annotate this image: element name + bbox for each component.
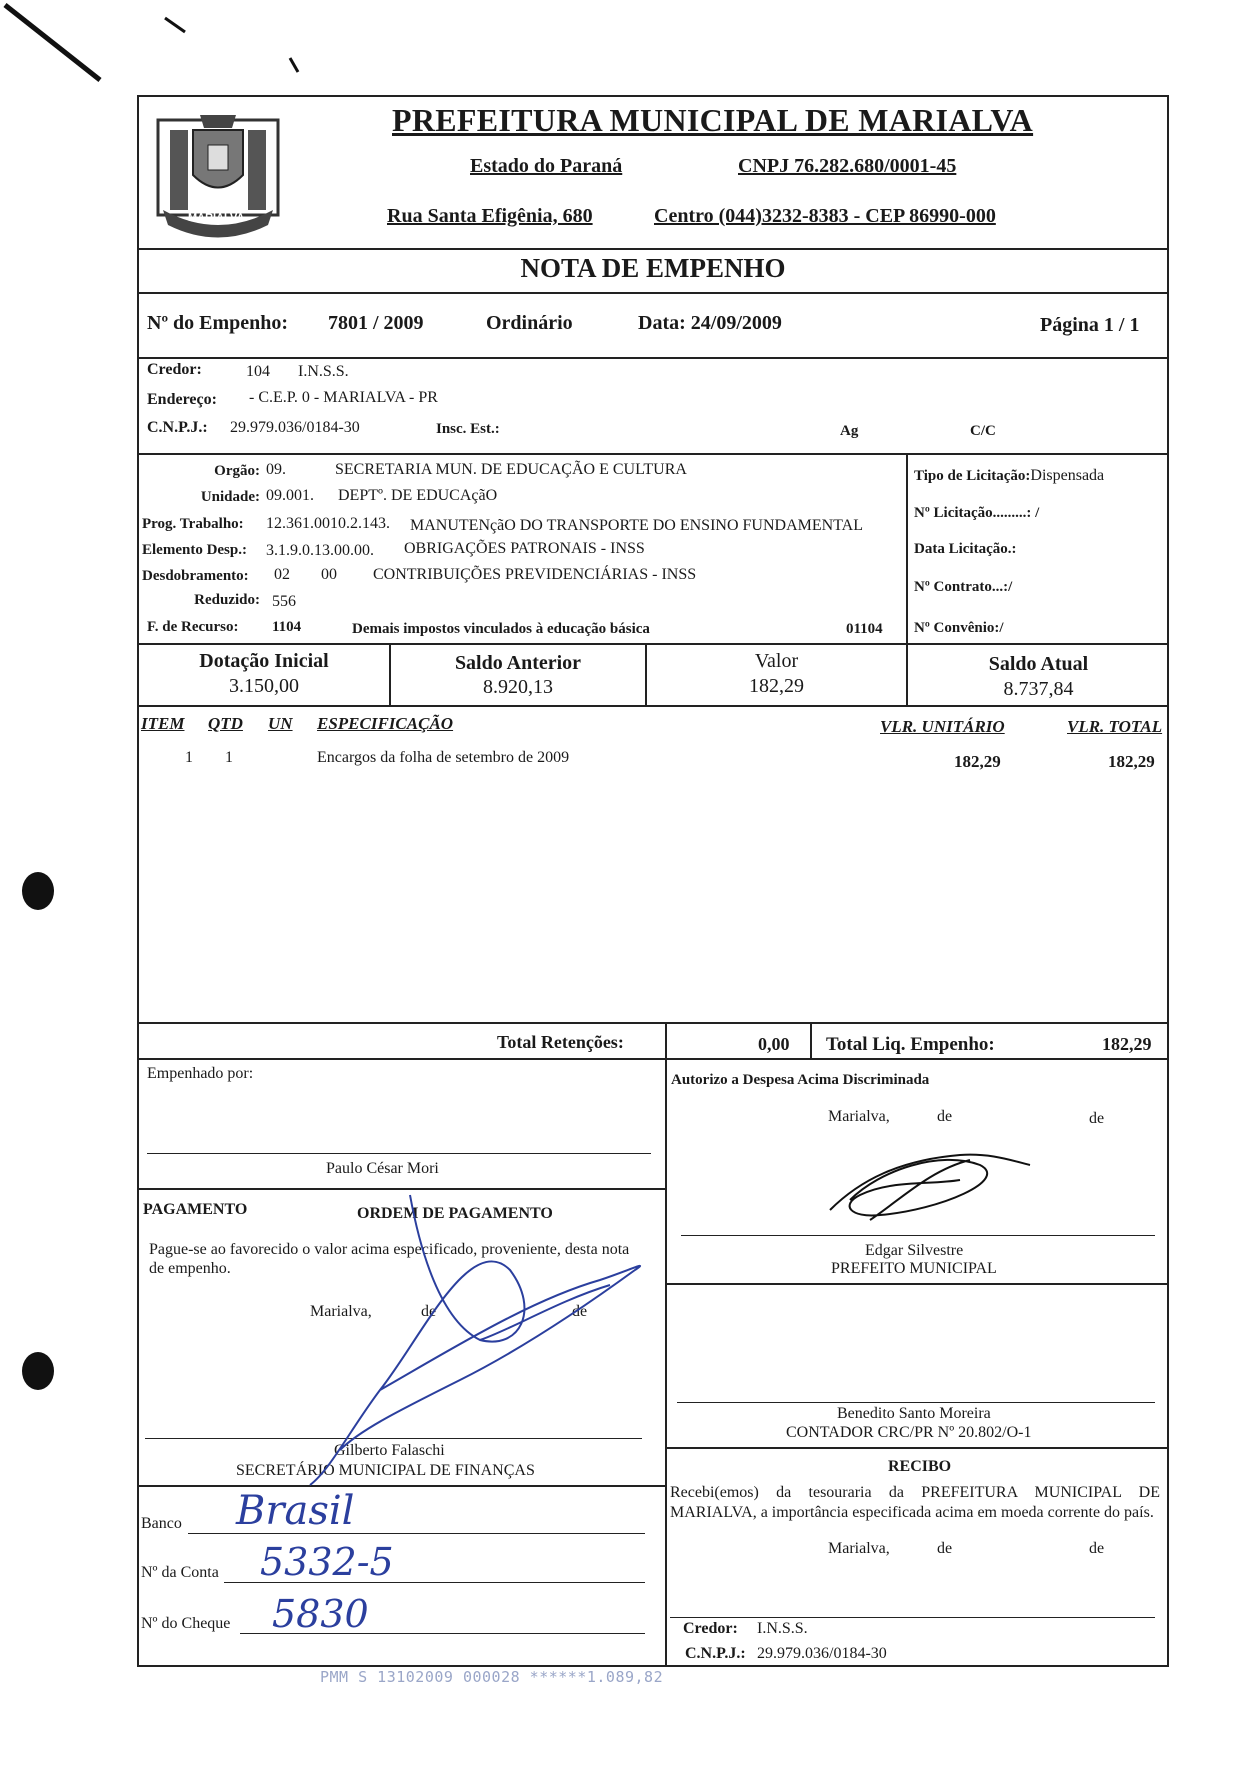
saldo-atual-label: Saldo Atual [988,653,1089,675]
recibo-text: Recebi(emos) da tesouraria da PREFEITURA MUNICIPAL DE MARIALVA, a importância especificada acima em moeda corrente do país. [670,1484,1160,1521]
conta-value: 5332-5 [260,1540,394,1584]
valor-label: Valor [754,650,799,672]
signature-line [677,1402,1155,1403]
pagamento-label: PAGAMENTO [143,1201,248,1218]
divider [137,1022,1169,1024]
fonte-label: F. de Recurso: [147,619,239,635]
punch-hole-bottom [22,1352,54,1390]
recibo-cnpj-value: 29.979.036/0184-30 [757,1645,887,1662]
empenho-date: Data: 24/09/2009 [638,312,782,334]
pagamento-signer-name: Gilberto Falaschi [334,1442,445,1459]
prog-label: Prog. Trabalho: [142,516,244,532]
credor-name: I.N.S.S. [298,363,349,380]
cnpj-label: C.N.P.J.: [147,419,208,436]
total-liq-value: 182,29 [1102,1034,1152,1054]
page-number: Página 1 / 1 [1040,314,1140,336]
divider [137,292,1169,294]
signature-line [147,1153,651,1154]
pagamento-signer-role: SECRETÁRIO MUNICIPAL DE FINANÇAS [236,1462,535,1479]
header-title: PREFEITURA MUNICIPAL DE MARIALVA [392,102,1034,138]
pagamento-de1: de [421,1303,437,1320]
banco-label: Banco [141,1515,182,1532]
header-address-rest: Centro (044)3232-8383 - CEP 86990-000 [654,205,996,227]
address-label: Endereço: [147,391,217,408]
col-vlr-total: VLR. TOTAL [1067,717,1163,736]
prog-name: MANUTENçãO DO TRANSPORTE DO ENSINO FUNDAMENTAL [410,517,863,534]
desdobramento-label: Desdobramento: [142,568,249,584]
contador-name: Benedito Santo Moreira [837,1405,991,1422]
autorizo-signature [820,1140,1040,1235]
item-number: 1 [185,749,193,766]
divider [810,1022,812,1058]
divider [137,1058,1169,1060]
municipal-crest [148,100,288,240]
crest-label: MARIALVA [188,212,245,224]
col-espec: ESPECIFICAÇÃO [317,714,454,733]
recibo-credor-value: I.N.S.S. [757,1620,808,1637]
licitacao-type-value: Dispensada [1030,467,1105,484]
item-vlr-total: 182,29 [1108,752,1155,771]
recibo-title: RECIBO [888,1458,952,1475]
insc-est-label: Insc. Est.: [436,421,500,437]
header-state: Estado do Paraná [470,155,623,177]
fonte-name: Demais impostos vinculados à educação básica [352,621,650,637]
unidade-code: 09.001. [266,487,314,504]
cheque-value: 5830 [272,1592,369,1636]
orgao-code: 09. [266,461,286,478]
recibo-de2: de [1089,1540,1105,1557]
conta-label: Nº da Conta [141,1564,219,1581]
licitacao-number: Nº Licitação.........: / [914,505,1040,521]
saldo-dotacao-value: 3.150,00 [229,675,299,697]
empenho-type: Ordinário [486,312,573,334]
item-espec: Encargos da folha de setembro de 2009 [317,749,570,766]
empenho-number: 7801 / 2009 [328,312,424,334]
divider [665,1447,1169,1449]
orgao-name: SECRETARIA MUN. DE EDUCAÇÃO E CULTURA [335,461,687,478]
pagamento-text: Pague-se ao favorecido o valor acima especificado, proveniente, desta nota de empenho. [149,1241,630,1277]
fonte-code2: 01104 [846,621,883,637]
address-value: - C.E.P. 0 - MARIALVA - PR [249,389,438,406]
divider [137,643,1169,645]
signature-line [670,1617,1155,1618]
recibo-credor-label: Credor: [683,1620,738,1637]
total-liq-label: Total Liq. Empenho: [826,1034,995,1055]
desdobramento-name: CONTRIBUIÇÕES PREVIDENCIÁRIAS - INSS [373,566,697,583]
divider [665,1058,667,1667]
header-address: Rua Santa Efigênia, 680 [387,205,593,227]
recibo-de1: de [937,1540,953,1557]
total-retencoes-value: 0,00 [758,1034,790,1054]
ag-label: Ag [840,423,859,439]
autorizo-de1: de [937,1108,953,1125]
col-vlr-unit: VLR. UNITÁRIO [880,717,1005,736]
unidade-name: DEPTº. DE EDUCAçãO [338,487,498,504]
contador-role: CONTADOR CRC/PR Nº 20.802/O-1 [786,1424,1032,1441]
cheque-label: Nº do Cheque [141,1615,231,1632]
divider [665,1022,667,1058]
autorizo-label: Autorizo a Despesa Acima Discriminada [671,1072,930,1088]
divider [137,248,1169,250]
licitacao-date: Data Licitação.: [914,541,1017,557]
divider [665,1283,1169,1285]
elemento-name: OBRIGAÇÕES PATRONAIS - INSS [404,540,645,557]
empenho-number-label: Nº do Empenho: [147,312,289,334]
valor-value: 182,29 [749,675,804,697]
autorizo-de2: de [1089,1110,1105,1127]
signature-line [681,1235,1155,1236]
divider [906,453,908,643]
prog-code: 12.361.0010.2.143. [266,515,390,532]
pagamento-de2: de [572,1303,588,1320]
licitacao-type-label [914,467,1104,485]
orgao-label: Orgão: [214,463,260,479]
contrato-number: Nº Contrato...:/ [914,579,1013,595]
cnpj-value: 29.979.036/0184-30 [230,419,360,436]
licitacao-type-label-text: Tipo de Licitação: [914,468,1031,484]
saldo-anterior-value: 8.920,13 [483,676,553,698]
col-qtd: QTD [208,714,243,733]
divider [137,705,1169,707]
recibo-local: Marialva, [828,1540,890,1557]
desdobramento-code1: 02 [274,566,290,583]
divider [137,453,1169,455]
col-item: ITEM [141,714,185,733]
header-cnpj: CNPJ 76.282.680/0001-45 [738,155,957,177]
scan-mark [0,0,320,105]
credor-label: Credor: [147,361,202,378]
empenhado-label: Empenhado por: [147,1065,254,1082]
reduzido-label: Reduzido: [194,592,260,608]
unidade-label: Unidade: [200,489,260,505]
empenhado-name: Paulo César Mori [326,1160,439,1177]
mechanical-stamp: PMM S 13102009 000028 ******1.089,82 [320,1668,664,1686]
pagamento-local: Marialva, [310,1303,372,1320]
elemento-code: 3.1.9.0.13.00.00. [266,542,374,559]
saldo-atual-value: 8.737,84 [1003,678,1074,700]
reduzido-value: 556 [272,593,296,610]
pagamento-signature [280,1190,660,1495]
fonte-code: 1104 [272,619,302,635]
elemento-label: Elemento Desp.: [142,542,247,558]
item-qtd: 1 [225,749,233,766]
total-retencoes-label: Total Retenções: [497,1032,624,1052]
cc-label: C/C [970,423,996,439]
ordem-pagamento-label: ORDEM DE PAGAMENTO [357,1205,553,1222]
doc-title: NOTA DE EMPENHO [520,253,786,283]
autorizo-signer-name: Edgar Silvestre [865,1242,964,1259]
divider [137,357,1169,359]
punch-hole-top [22,872,54,910]
convenio-number: Nº Convênio:/ [914,620,1004,636]
item-vlr-unit: 182,29 [954,752,1001,771]
credor-code: 104 [246,363,270,380]
autorizo-signer-role: PREFEITO MUNICIPAL [831,1260,997,1277]
recibo-cnpj-label: C.N.P.J.: [685,1645,746,1662]
col-un: UN [268,714,293,733]
saldo-anterior-label: Saldo Anterior [454,652,582,674]
saldo-dotacao-label: Dotação Inicial [199,650,329,672]
banco-value: Brasil [236,1488,355,1534]
autorizo-local: Marialva, [828,1108,890,1125]
desdobramento-code2: 00 [321,566,337,583]
